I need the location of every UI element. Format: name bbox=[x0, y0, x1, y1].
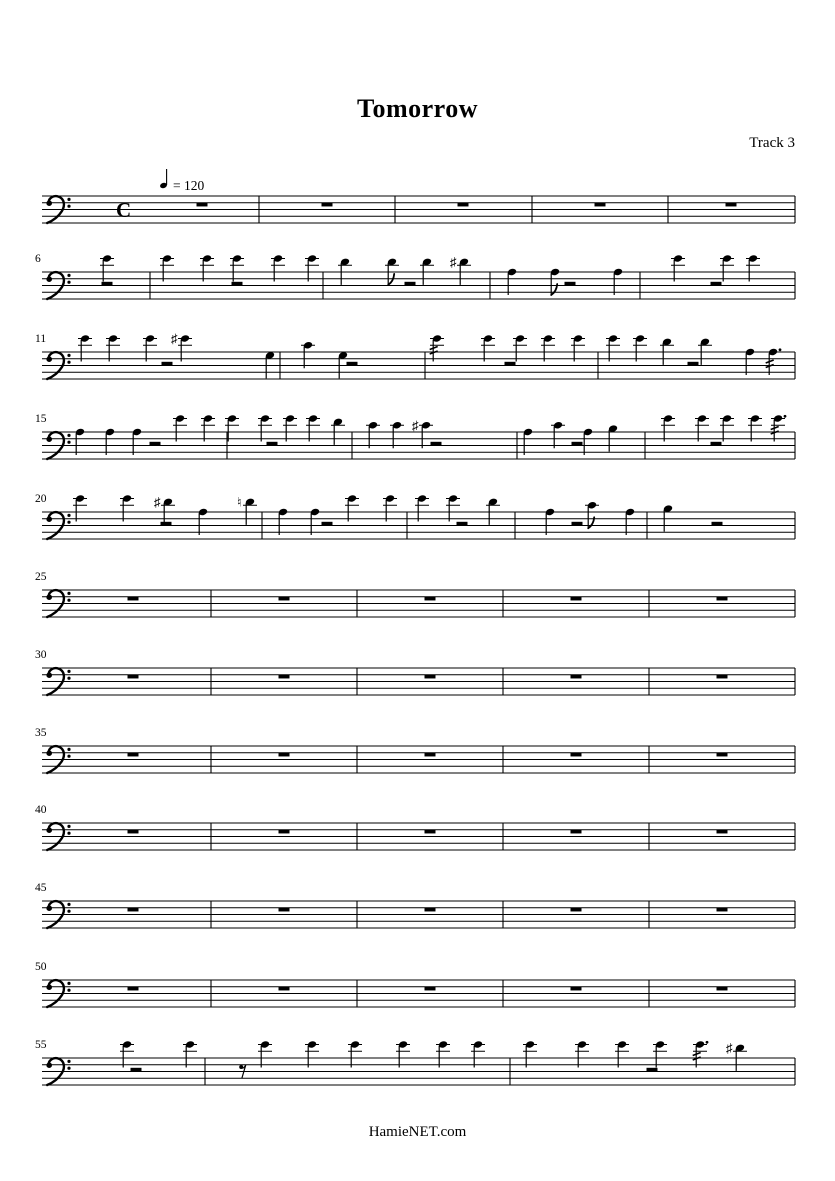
note bbox=[73, 494, 87, 521]
measure-number: 50 bbox=[35, 961, 47, 973]
note bbox=[265, 351, 275, 378]
half-rest bbox=[688, 362, 699, 366]
note bbox=[481, 334, 495, 361]
note bbox=[173, 414, 187, 441]
svg-text:= 120: = 120 bbox=[173, 178, 205, 193]
measure-number: 55 bbox=[35, 1039, 47, 1051]
whole-rest bbox=[571, 830, 582, 834]
note bbox=[75, 428, 85, 455]
whole-rest bbox=[128, 987, 139, 991]
whole-rest bbox=[197, 203, 208, 207]
note bbox=[278, 508, 288, 535]
note bbox=[183, 1040, 197, 1067]
note bbox=[615, 1040, 629, 1067]
note bbox=[271, 254, 285, 281]
note bbox=[345, 494, 359, 521]
score-title: Tomorrow bbox=[357, 94, 478, 123]
note bbox=[305, 1040, 319, 1067]
note bbox=[201, 414, 215, 441]
svg-text:♯: ♯ bbox=[450, 254, 457, 270]
note bbox=[366, 421, 380, 448]
whole-rest bbox=[717, 908, 728, 912]
whole-rest bbox=[458, 203, 469, 207]
half-rest bbox=[102, 282, 113, 286]
note bbox=[301, 341, 315, 368]
whole-rest bbox=[279, 675, 290, 679]
note bbox=[606, 334, 620, 361]
half-rest bbox=[347, 362, 358, 366]
whole-rest bbox=[128, 675, 139, 679]
staff-system-35 bbox=[35, 727, 795, 773]
whole-rest bbox=[425, 830, 436, 834]
note bbox=[693, 1040, 709, 1067]
staff-system-15 bbox=[35, 413, 795, 459]
half-rest bbox=[711, 442, 722, 446]
staff-system-40 bbox=[35, 804, 795, 850]
whole-rest bbox=[425, 908, 436, 912]
note bbox=[571, 334, 585, 361]
whole-rest bbox=[425, 675, 436, 679]
whole-rest bbox=[279, 597, 290, 601]
note bbox=[385, 258, 399, 285]
note bbox=[78, 334, 92, 361]
whole-rest bbox=[425, 987, 436, 991]
note bbox=[154, 494, 175, 525]
whole-rest bbox=[717, 597, 728, 601]
note bbox=[258, 1040, 272, 1067]
svg-text:♯: ♯ bbox=[171, 331, 178, 346]
half-rest bbox=[572, 522, 583, 526]
note bbox=[625, 508, 635, 535]
staff-system-45 bbox=[35, 882, 795, 928]
whole-rest bbox=[279, 987, 290, 991]
measure-number: 40 bbox=[35, 804, 47, 816]
note bbox=[396, 1040, 410, 1067]
note bbox=[237, 494, 257, 525]
whole-rest bbox=[571, 675, 582, 679]
measure-number: 11 bbox=[35, 333, 47, 345]
note bbox=[541, 334, 555, 361]
measure-number: 6 bbox=[35, 253, 41, 265]
whole-rest bbox=[279, 830, 290, 834]
note bbox=[230, 254, 244, 281]
half-rest bbox=[572, 442, 583, 446]
note bbox=[258, 414, 272, 441]
note bbox=[748, 414, 762, 441]
staff-system-30 bbox=[35, 649, 795, 695]
note bbox=[338, 258, 352, 285]
half-rest bbox=[505, 362, 516, 366]
half-rest bbox=[565, 282, 576, 286]
svg-text:♮: ♮ bbox=[237, 494, 242, 510]
note bbox=[545, 508, 555, 535]
whole-rest bbox=[128, 830, 139, 834]
half-rest bbox=[457, 522, 468, 526]
note bbox=[661, 414, 675, 441]
note bbox=[100, 254, 114, 281]
whole-rest bbox=[595, 203, 606, 207]
note bbox=[583, 428, 593, 455]
note bbox=[523, 1040, 537, 1067]
note bbox=[513, 334, 527, 361]
staff-system-25 bbox=[35, 571, 795, 617]
note bbox=[450, 254, 471, 285]
note bbox=[486, 498, 500, 525]
half-rest bbox=[162, 362, 173, 366]
half-rest bbox=[431, 442, 442, 446]
note bbox=[745, 348, 755, 375]
note bbox=[331, 418, 345, 445]
track-label: Track 3 bbox=[749, 135, 795, 151]
note bbox=[305, 254, 319, 281]
whole-rest bbox=[717, 987, 728, 991]
note bbox=[585, 501, 599, 528]
note bbox=[105, 428, 115, 455]
note bbox=[160, 254, 174, 281]
note bbox=[551, 421, 565, 448]
measure-number: 45 bbox=[35, 882, 47, 894]
half-rest bbox=[322, 522, 333, 526]
whole-rest bbox=[717, 830, 728, 834]
staff-system-20 bbox=[35, 493, 795, 539]
half-rest bbox=[131, 1068, 142, 1072]
note bbox=[306, 414, 320, 441]
whole-rest bbox=[717, 753, 728, 757]
note bbox=[507, 268, 517, 295]
note bbox=[383, 494, 397, 521]
measure-number: 35 bbox=[35, 727, 47, 739]
staff-system-1 bbox=[42, 169, 795, 223]
time-signature: C bbox=[116, 198, 132, 222]
whole-rest bbox=[279, 753, 290, 757]
note bbox=[348, 1040, 362, 1067]
note bbox=[633, 334, 647, 361]
half-rest bbox=[647, 1068, 658, 1072]
note bbox=[120, 494, 134, 521]
whole-rest bbox=[571, 987, 582, 991]
staff-system-50 bbox=[35, 961, 795, 1007]
note bbox=[523, 428, 533, 455]
note bbox=[608, 424, 618, 451]
whole-rest bbox=[128, 753, 139, 757]
note bbox=[726, 1040, 747, 1071]
note bbox=[446, 494, 460, 521]
whole-rest bbox=[425, 597, 436, 601]
whole-rest bbox=[571, 753, 582, 757]
half-rest bbox=[712, 522, 723, 526]
staff-system-11 bbox=[35, 331, 795, 379]
half-rest bbox=[161, 522, 172, 526]
note bbox=[575, 1040, 589, 1067]
note bbox=[771, 414, 787, 441]
note bbox=[390, 421, 404, 448]
whole-rest bbox=[571, 908, 582, 912]
whole-rest bbox=[726, 203, 737, 207]
measure-number: 25 bbox=[35, 571, 47, 583]
note bbox=[198, 508, 208, 535]
half-rest bbox=[150, 442, 161, 446]
note bbox=[663, 504, 673, 531]
note bbox=[415, 494, 429, 521]
measure-number: 15 bbox=[35, 413, 47, 425]
note bbox=[720, 254, 734, 281]
note bbox=[412, 418, 433, 449]
note bbox=[550, 268, 560, 295]
note bbox=[171, 331, 192, 362]
whole-rest bbox=[128, 597, 139, 601]
half-rest bbox=[405, 282, 416, 286]
whole-rest bbox=[425, 753, 436, 757]
note bbox=[746, 254, 760, 281]
half-rest bbox=[232, 282, 243, 286]
note bbox=[310, 508, 320, 535]
note bbox=[471, 1040, 485, 1067]
note bbox=[671, 254, 685, 281]
note bbox=[430, 334, 444, 361]
note bbox=[200, 254, 214, 281]
note bbox=[132, 428, 142, 455]
note bbox=[420, 258, 434, 285]
note bbox=[436, 1040, 450, 1067]
note bbox=[106, 334, 120, 361]
whole-rest bbox=[128, 908, 139, 912]
half-rest bbox=[711, 282, 722, 286]
note bbox=[695, 414, 709, 441]
whole-rest bbox=[717, 675, 728, 679]
svg-text:♯: ♯ bbox=[154, 494, 161, 510]
footer-site-text: HamieNET.com bbox=[368, 1124, 467, 1140]
half-rest bbox=[267, 442, 278, 446]
staff-system-6 bbox=[35, 253, 795, 299]
staff-system-55 bbox=[35, 1039, 795, 1085]
note bbox=[143, 334, 157, 361]
whole-rest bbox=[279, 908, 290, 912]
whole-rest bbox=[322, 203, 333, 207]
measure-number: 30 bbox=[35, 649, 47, 661]
whole-rest bbox=[571, 597, 582, 601]
note bbox=[653, 1040, 667, 1067]
svg-text:♯: ♯ bbox=[412, 417, 419, 433]
note bbox=[698, 338, 712, 365]
note bbox=[613, 268, 623, 295]
note bbox=[120, 1040, 134, 1067]
svg-text:♯: ♯ bbox=[726, 1040, 733, 1056]
tempo-marking bbox=[159, 169, 204, 193]
note bbox=[660, 338, 674, 365]
note bbox=[720, 414, 734, 441]
note bbox=[283, 414, 297, 441]
measure-number: 20 bbox=[35, 493, 47, 505]
